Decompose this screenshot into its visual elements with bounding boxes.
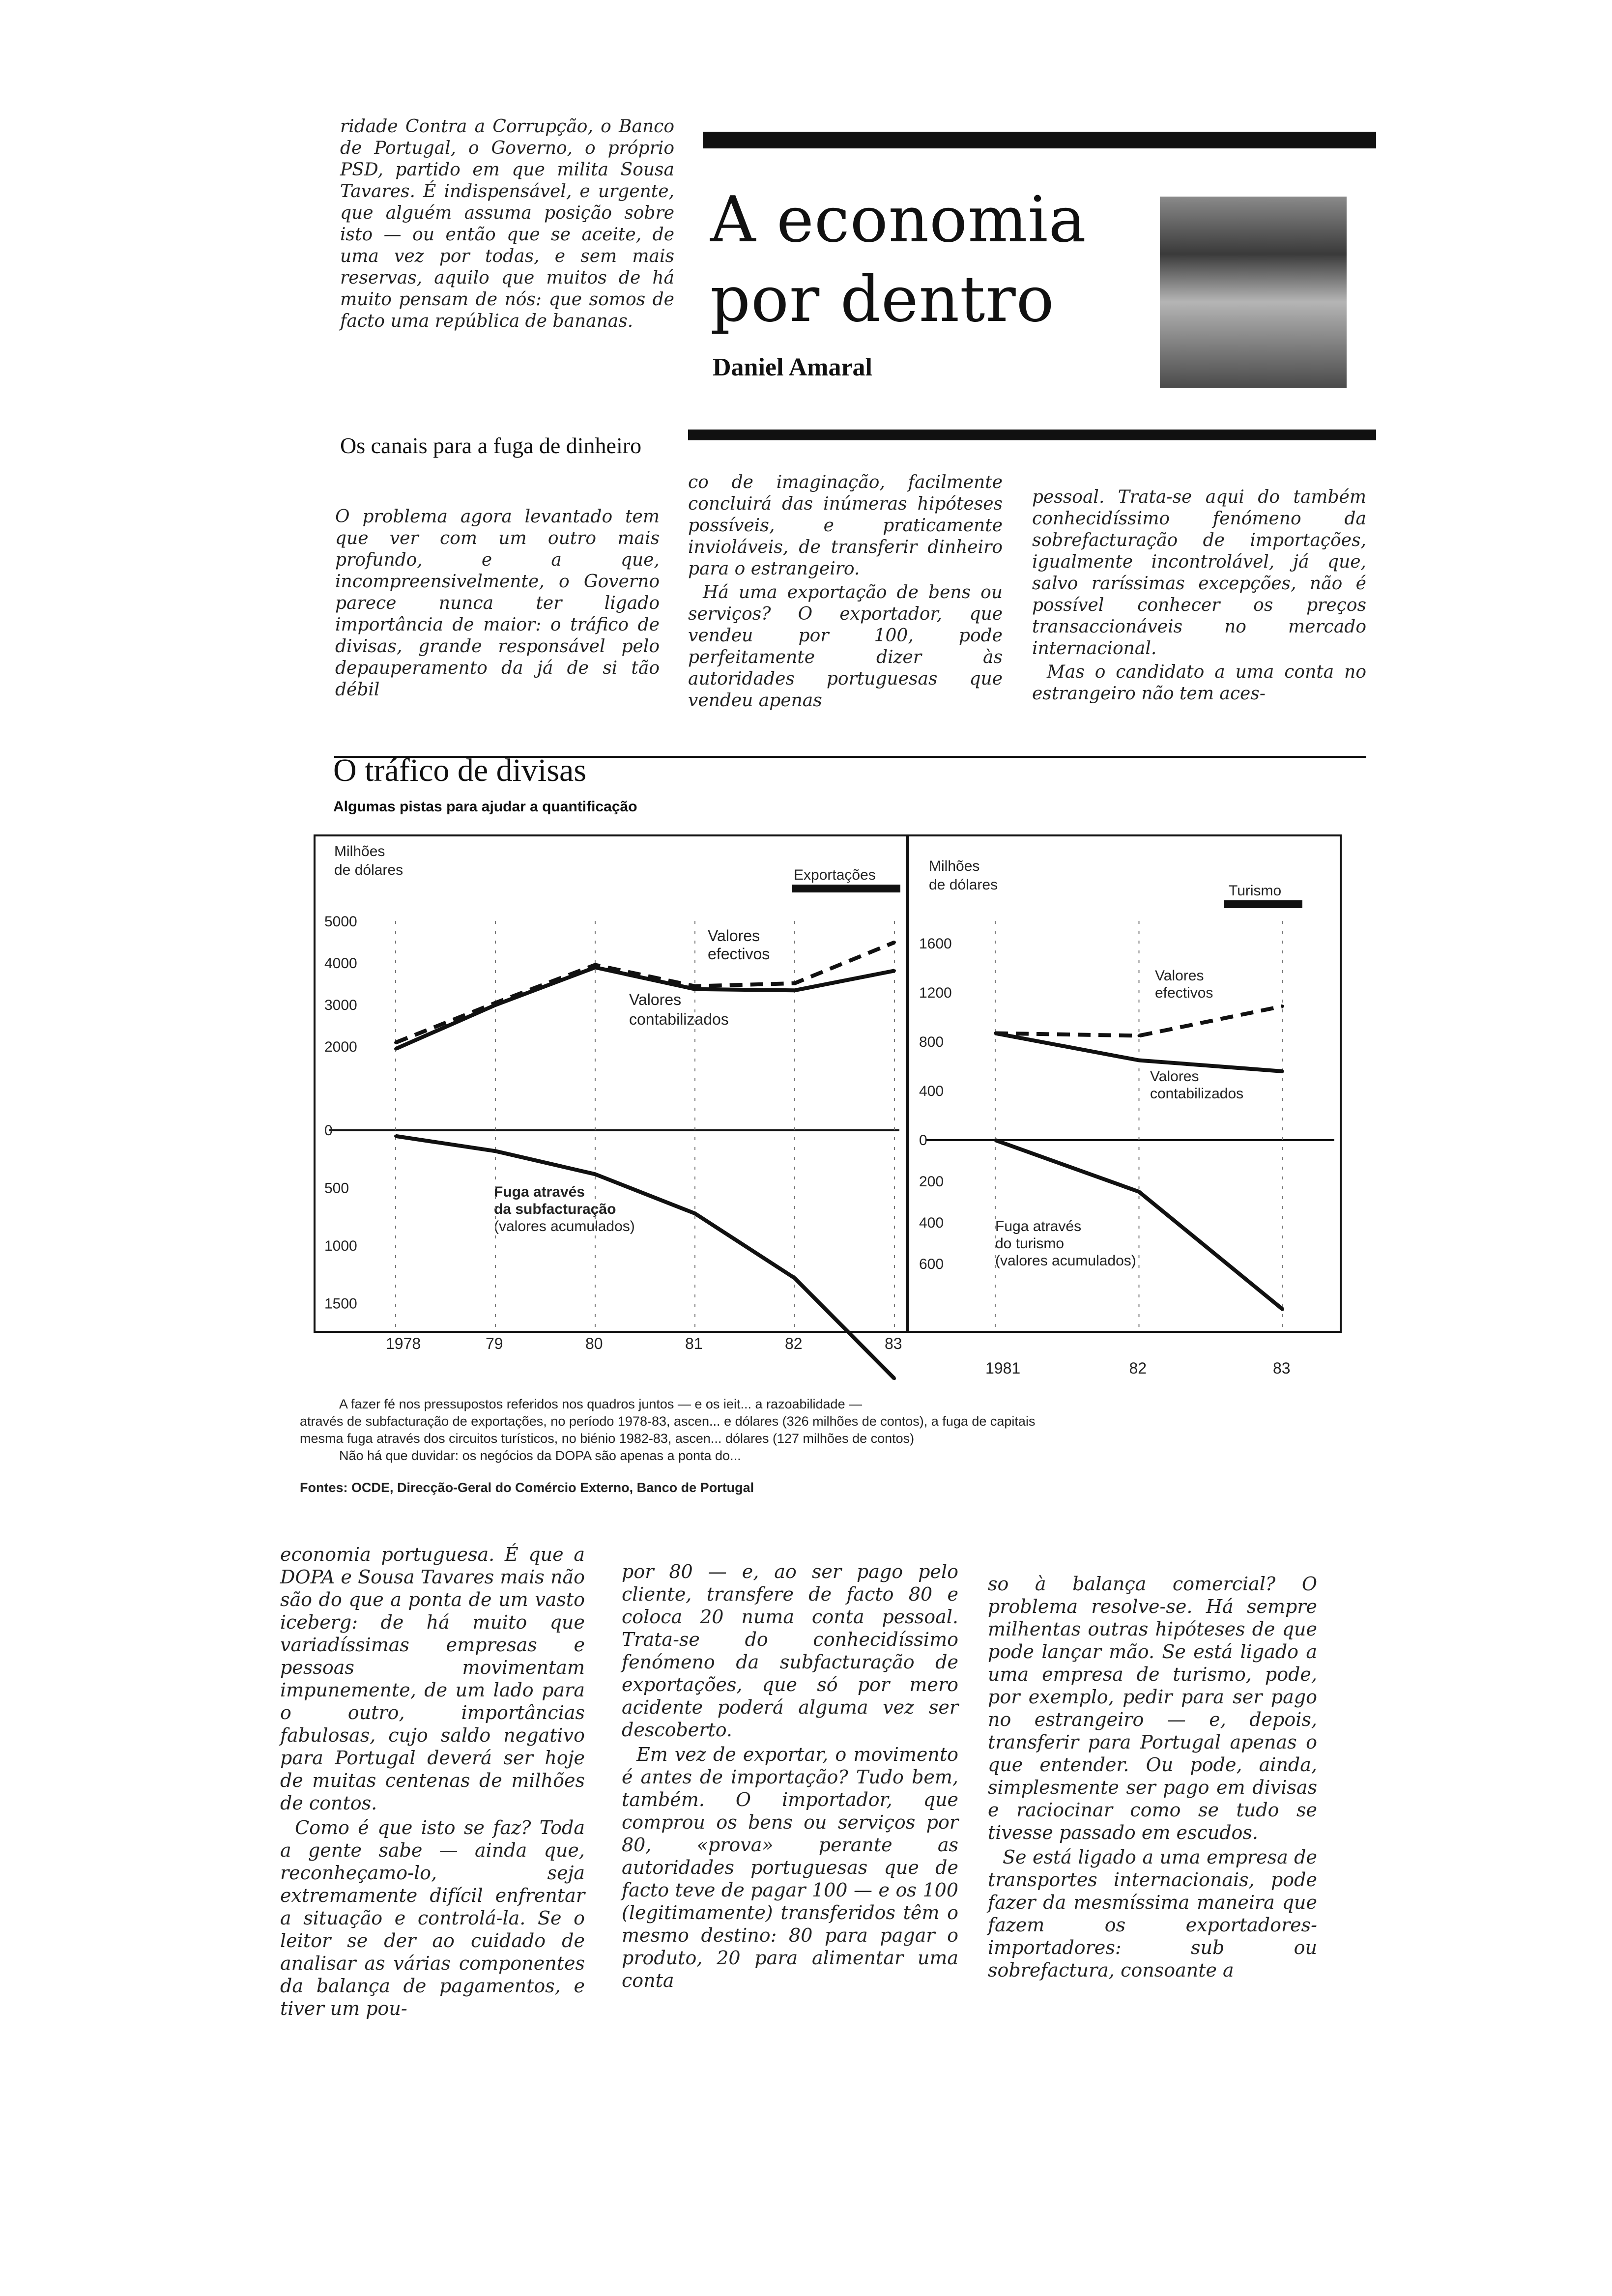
tourism-legend-label: Turismo	[1229, 883, 1282, 899]
exports-ytick-label: 5000	[324, 914, 357, 930]
tourism-series-point-0	[1138, 1034, 1141, 1037]
chart-exports-frame	[315, 835, 907, 1332]
tourism-xtick-label: 1981	[985, 1359, 1021, 1377]
tourism-ylabel-line1: Milhões	[929, 858, 980, 874]
chart-sources: Fontes: OCDE, Direcção-Geral do Comércio Externo, Banco de Portugal	[300, 1480, 754, 1495]
exports-contabilizados-label-2: contabilizados	[629, 1010, 729, 1028]
exports-ytick-label: 2000	[324, 1039, 357, 1055]
section-subhead: Os canais para a fuga de dinheiro	[340, 433, 642, 458]
article-title-line1: A economia	[710, 183, 1087, 257]
exports-ytick-label: 500	[324, 1180, 349, 1197]
exports-series-point-2	[394, 1135, 397, 1138]
bottom-col2-p1: por 80 — e, ao ser pago pelo cliente, transfere de facto 80 e coloca 20 numa conta pessoal. Trata-se do conhecidíssimo fenómeno da subfacturação de exportações, que só por mero acidente poderá alguma vez ser descoberto.	[622, 1561, 958, 1741]
exports-series-point-0	[893, 941, 896, 944]
exports-series-point-1	[594, 966, 597, 969]
tourism-ytick-label: 1200	[919, 985, 952, 1001]
exports-fuga-label-2: da subfacturação	[494, 1201, 616, 1217]
bottom-column-2	[622, 1560, 958, 1994]
tourism-ytick-label: 400	[919, 1215, 944, 1231]
tourism-ytick-label: 1600	[919, 936, 952, 952]
bottom-col3-p2: Se está ligado a uma empresa de transportes internacionais, pode fazer da mesmíssima maneira que fazem os exportadores-importadores: sub ou sobrefactura, consoante a	[988, 1846, 1317, 1981]
intro-text: ridade Contra a Corrupção, o Banco de Portugal, o Governo, o próprio PSD, partido em que milita Sousa Tavares. É indispensável, e urgente, que alguém assuma posição sobre isto — ou então que se aceite, de uma vez por todas, e sem mais reservas, aquilo que muitos de há muito pensam de nós: que somos de facto uma república de bananas.	[340, 116, 674, 331]
exports-efectivos-label-1: Valores	[708, 927, 760, 945]
exports-ylabel-line2: de dólares	[334, 862, 403, 878]
exports-xtick-label: 1978	[386, 1335, 421, 1352]
exports-series-point-1	[893, 969, 896, 972]
chart-note-4: Não há que duvidar: os negócios da DOPA são apenas a ponta do...	[339, 1448, 741, 1463]
upper-col3-p1: pessoal. Trata-se aqui do também conhecidíssimo fenómeno da sobrefacturação de importações, igualmente incontrolável, já que, salvo raríssimas excepções, não é possível conhecer os preços transaccionáveis no mercado internacional.	[1032, 487, 1366, 659]
chart-section-title: O tráfico de divisas	[333, 752, 587, 788]
exports-efectivos-label-2: efectivos	[708, 945, 770, 963]
exports-contabilizados-label-1: Valores	[629, 991, 682, 1008]
upper-col2-p2: Há uma exportação de bens ou serviços? O exportador, que vendeu por 100, pode perfeitamente dizer às autoridades portuguesas que vendeu apenas	[688, 582, 1003, 711]
tourism-legend-swatch	[1224, 900, 1302, 908]
tourism-contabilizados-label-2: contabilizados	[1150, 1086, 1244, 1102]
chart-note-3: mesma fuga através dos circuitos turísticos, no biénio 1982-83, ascen... dólares (127 milhões de contos)	[300, 1431, 915, 1446]
exports-ylabel-line1: Milhões	[334, 843, 385, 860]
author-byline: Daniel Amaral	[713, 353, 872, 381]
exports-xtick-label: 79	[486, 1335, 503, 1352]
exports-xtick-label: 82	[785, 1335, 803, 1352]
exports-fuga-label-1: Fuga através	[494, 1184, 585, 1200]
exports-legend-swatch	[792, 885, 900, 892]
bottom-column-1	[280, 1543, 585, 2022]
exports-series-point-2	[693, 1212, 696, 1215]
tourism-ytick-label: 800	[919, 1034, 944, 1050]
tourism-ylabel-line2: de dólares	[929, 877, 998, 893]
bottom-column-3	[988, 1573, 1317, 1983]
exports-fuga-label-3: (valores acumulados)	[494, 1218, 635, 1234]
upper-col2-p1: co de imaginação, facilmente concluirá das inúmeras hipóteses possíveis, e praticamente invioláveis, de transferir dinheiro para o estrangeiro.	[688, 472, 1003, 579]
bottom-col2-p2: Em vez de exportar, o movimento é antes de importação? Tudo bem, também. O importador, que comprou os bens ou serviços por 80, «prova» perante as autoridades portuguesas que de facto teve de pagar 100 — e os 100 (legitimamente) transferidos têm o mesmo destino: 80 para pagar o produto, 20 para alimentar uma conta	[622, 1744, 958, 1991]
bottom-col3-p1: so à balança comercial? O problema resolve-se. Há sempre milhentas outras hipóteses de que pode lançar mão. Se está ligado a uma empresa de turismo, pode, por exemplo, pedir para ser pago no estrangeiro — e, depois, transferir para Portugal apenas o que entender. Ou pode, ainda, simplesmente ser pago em divisas e raciocinar como se tudo se tivesse passado em escudos.	[988, 1573, 1317, 1843]
bottom-col1-p2: Como é que isto se faz? Toda a gente sabe — ainda que, reconheçamo-lo, seja extremamente difícil enfrentar a situação e controlá-la. Se o leitor se der ao cuidado de analisar as várias componentes da balança de pagamentos, e tiver um pou-	[280, 1817, 585, 2019]
exports-xtick-label: 80	[585, 1335, 603, 1352]
tourism-ytick-label: 0	[919, 1132, 927, 1148]
exports-ytick-label: 1500	[324, 1295, 357, 1312]
tourism-series-point-0	[1281, 1005, 1284, 1008]
exports-ytick-label: 4000	[324, 955, 357, 972]
exports-series-line-2	[396, 1136, 894, 1379]
exports-ytick-label: 0	[324, 1122, 333, 1139]
chart-note-1: A fazer fé nos pressupostos referidos nos quadros juntos — e os ieit... a razoabilidade —	[339, 1397, 863, 1411]
tourism-efectivos-label-1: Valores	[1155, 968, 1204, 984]
tourism-efectivos-label-2: efectivos	[1155, 985, 1213, 1001]
article-title-line2: por dentro	[710, 263, 1055, 336]
exports-series-point-2	[594, 1173, 597, 1176]
tourism-ytick-label: 600	[919, 1256, 944, 1272]
tourism-fuga-label-3: (valores acumulados)	[995, 1253, 1136, 1269]
tourism-series-point-2	[1138, 1190, 1141, 1193]
exports-series-point-1	[693, 988, 696, 991]
exports-ytick-label: 3000	[324, 997, 357, 1013]
exports-series-point-0	[793, 982, 796, 985]
tourism-series-point-1	[1138, 1059, 1141, 1062]
upper-col3-p2: Mas o candidato a uma conta no estrangeiro não tem aces-	[1032, 662, 1366, 704]
exports-ytick-label: 1000	[324, 1238, 357, 1254]
tourism-series-point-2	[994, 1139, 997, 1142]
exports-series-point-1	[494, 1004, 497, 1006]
tourism-fuga-label-1: Fuga através	[995, 1218, 1082, 1234]
tourism-xtick-label: 82	[1129, 1359, 1147, 1377]
tourism-fuga-label-2: do turismo	[995, 1235, 1065, 1252]
chart-section-subtitle: Algumas pistas para ajudar a quantificação	[333, 799, 637, 815]
upper-col1-text: O problema agora levantado tem que ver com um outro mais profundo, e a que, incompreensivelmente, o Governo parece nunca ter ligado importância de maior: o tráfico de divisas, grande responsável pelo depauperamento da já de si tão débil	[335, 507, 660, 700]
exports-series-point-2	[893, 1377, 896, 1380]
exports-series-point-1	[793, 989, 796, 992]
exports-series-point-0	[394, 1041, 397, 1044]
tourism-series-point-1	[1281, 1070, 1284, 1073]
exports-series-point-1	[394, 1047, 397, 1050]
tourism-ytick-label: 400	[919, 1083, 944, 1099]
bottom-col1-p1: economia portuguesa. É que a DOPA e Sousa Tavares mais não são do que a ponta de um vasto iceberg: de há muito que variadíssimas empresas e pessoas movimentam impunemente, de um lado para o outro, importâncias fabulosas, cujo saldo negativo para Portugal deverá ser hoje de muitas centenas de milhões de contos.	[280, 1544, 585, 1814]
tourism-series-point-2	[1281, 1308, 1284, 1311]
tourism-contabilizados-label-1: Valores	[1150, 1068, 1199, 1085]
exports-xtick-label: 81	[685, 1335, 703, 1352]
exports-series-point-2	[793, 1277, 796, 1280]
exports-legend-label: Exportações	[794, 867, 876, 883]
tourism-ytick-label: 200	[919, 1174, 944, 1190]
exports-series-point-2	[494, 1149, 497, 1152]
tourism-series-point-1	[994, 1032, 997, 1035]
exports-xtick-label: 83	[885, 1335, 902, 1352]
chart-note-2: através de subfacturação de exportações, no período 1978-83, ascen... e dólares (326 milhões de contos), a fuga de capitais	[300, 1414, 1036, 1429]
tourism-xtick-label: 83	[1273, 1359, 1291, 1377]
